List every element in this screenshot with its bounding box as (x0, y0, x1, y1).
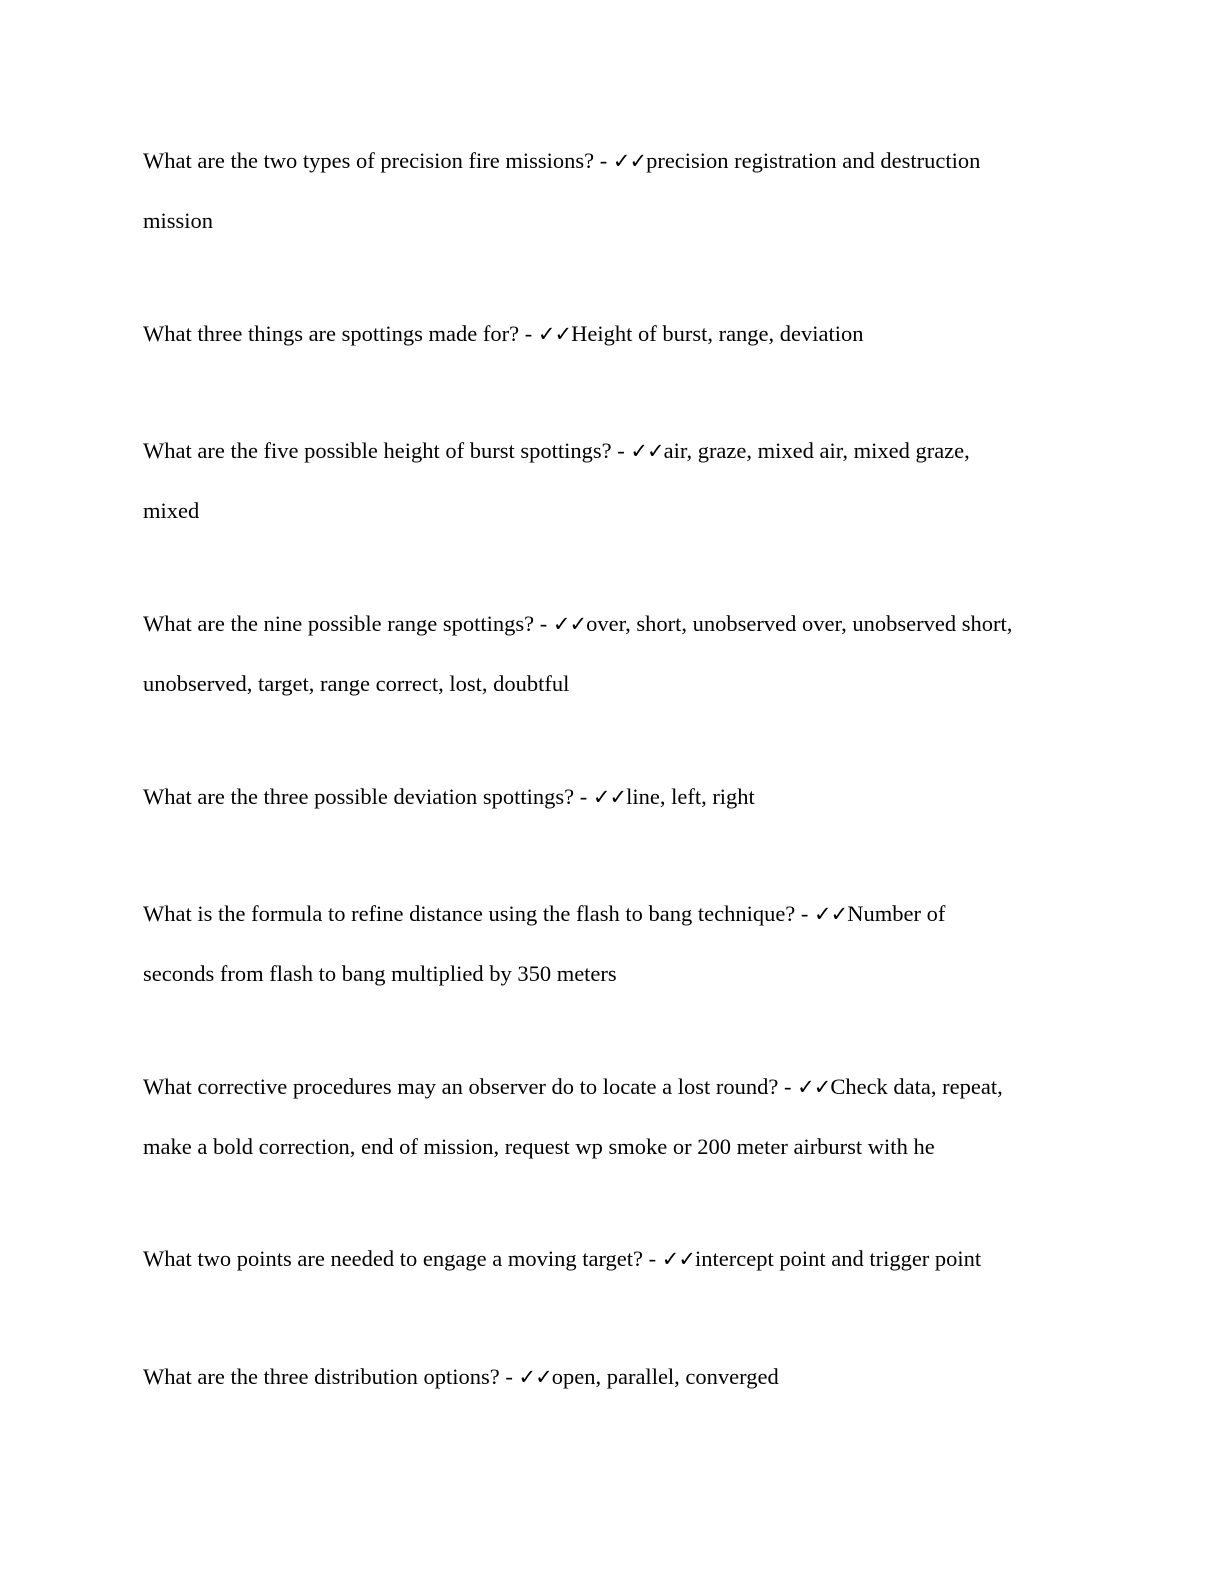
double-check-icon: ✓✓ (797, 1075, 831, 1099)
double-check-icon: ✓✓ (630, 439, 664, 463)
answer-text: air, graze, mixed air, mixed graze, (663, 438, 970, 463)
answer-text: intercept point and trigger point (695, 1246, 982, 1271)
double-check-icon: ✓✓ (552, 612, 587, 636)
answer-text: over, short, unobserved over, unobserved short, (586, 611, 1013, 636)
answer-text: precision registration and destruction (646, 148, 981, 173)
double-check-icon: ✓✓ (612, 149, 647, 173)
question-text: What is the formula to refine distance using the flash to bang technique? (143, 901, 796, 926)
double-check-icon: ✓✓ (592, 785, 627, 809)
answer-text-continued: seconds from flash to bang multiplied by 350 meters (143, 961, 617, 986)
answer-text: Height of burst, range, deviation (571, 321, 864, 346)
separator: - (519, 321, 538, 346)
separator: - (534, 611, 553, 636)
answer-text-continued: unobserved, target, range correct, lost, doubtful (143, 671, 570, 696)
answer-text: Number of (847, 901, 946, 926)
separator: - (643, 1246, 662, 1271)
answer-text-continued: mission (143, 208, 214, 233)
question-text: What are the three possible deviation spottings? (143, 784, 575, 809)
answer-text-continued: make a bold correction, end of mission, request wp smoke or 200 meter airburst with he (143, 1134, 935, 1159)
double-check-icon: ✓✓ (661, 1247, 695, 1271)
qa-item (143, 304, 1083, 364)
separator: - (594, 148, 613, 173)
answer-text-continued: mixed (143, 498, 200, 523)
separator: - (611, 438, 631, 463)
qa-item (143, 767, 1083, 827)
separator: - (795, 901, 815, 926)
double-check-icon: ✓✓ (518, 1365, 552, 1389)
qa-item (143, 594, 1083, 713)
answer-text: Check data, repeat, (830, 1074, 1003, 1099)
qa-item (143, 1057, 1083, 1176)
question-text: What are the nine possible range spottings? (143, 611, 535, 636)
double-check-icon: ✓✓ (537, 322, 572, 346)
question-text: What are the three distribution options? (143, 1364, 500, 1389)
qa-item (143, 131, 1083, 250)
answer-text: line, left, right (626, 784, 755, 809)
qa-item (143, 1347, 1083, 1407)
question-text: What are the two types of precision fire missions? (143, 148, 595, 173)
separator: - (574, 784, 593, 809)
question-text: What three things are spottings made for? (143, 321, 520, 346)
separator: - (499, 1364, 519, 1389)
separator: - (778, 1074, 798, 1099)
qa-item (143, 421, 1083, 540)
question-text: What are the five possible height of burst spottings? (143, 438, 612, 463)
qa-item (143, 1229, 1083, 1289)
qa-item (143, 884, 1083, 1003)
double-check-icon: ✓✓ (814, 902, 848, 926)
answer-text: open, parallel, converged (551, 1364, 779, 1389)
question-text: What corrective procedures may an observer do to locate a lost round? (143, 1074, 779, 1099)
question-text: What two points are needed to engage a moving target? (143, 1246, 644, 1271)
